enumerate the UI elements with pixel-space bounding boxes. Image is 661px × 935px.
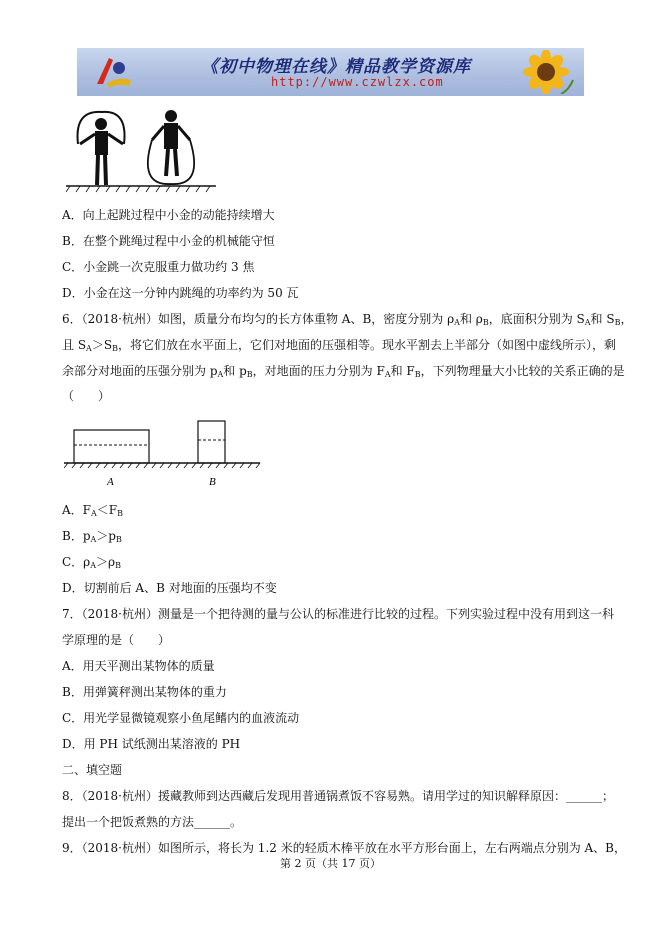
figure-label-a: A	[107, 476, 114, 488]
banner-url: http://www.czwlzx.com	[271, 75, 444, 89]
q5-option-b: B．在整个跳绳过程中小金的机械能守恒	[62, 234, 275, 248]
logo-icon	[91, 54, 135, 90]
blocks-figure	[64, 418, 264, 490]
header-banner	[77, 48, 584, 96]
q6-option-d: D．切割前后 A、B 对地面的压强均不变	[62, 581, 277, 595]
q9-line-1: 9．（2018·杭州）如图所示，将长为 1.2 米的轻质木棒平放在水平方形台面上，左右两端点分别为 A、B，	[62, 841, 627, 855]
q5-option-d: D．小金在这一分钟内跳绳的功率约为 50 瓦	[62, 286, 299, 300]
q8-line-1: 8．（2018·杭州）援藏教师到达西藏后发现用普通锅煮饭不容易熟。请用学过的知识解释原因：______；	[62, 789, 614, 803]
figure-label-b: B	[209, 476, 216, 488]
section-heading: 二、填空题	[62, 763, 123, 777]
q7-option-b: B．用弹簧秤测出某物体的重力	[62, 685, 227, 699]
q6-option-c: C．$\rho_A>\rho_B$	[62, 555, 121, 570]
jump-rope-figure	[66, 106, 216, 196]
q7-line-1: 7．（2018·杭州）测量是一个把待测的量与公认的标准进行比较的过程。下列实验过程中没有用到这一科	[62, 607, 614, 621]
q6-line-2: 且 $S_A>S_B$，将它们放在水平面上，它们对地面的压强相等。现水平割去上半部分（如图中虚线所示），剩	[62, 338, 616, 353]
q7-option-a: A．用天平测出某物体的质量	[62, 659, 215, 673]
q7-option-c: C．用光学显微镜观察小鱼尾鳍内的血液流动	[62, 711, 300, 725]
sunflower-icon	[513, 50, 579, 94]
q7-option-d: D．用 PH 试纸测出某溶液的 PH	[62, 737, 241, 751]
page-footer: 第 2 页（共 17 页）	[280, 857, 381, 870]
q6-line-4: （ ）	[62, 389, 111, 403]
q7-line-2: 学原理的是（ ）	[62, 633, 171, 647]
q6-option-a: A．$F_A<F_B$	[62, 503, 123, 518]
q6-line-3: 余部分对地面的压强分别为 $p_A$和 $p_B$，对地面的压力分别为 $F_A$和 $F_B$，下列物理量大小比较的关系正确的是	[62, 364, 625, 379]
q6-line-1: 6．（2018·杭州）如图，质量分布均匀的长方体重物 A、B，密度分别为 $\rho_A$和 $\rho_B$，底面积分别为 $S_A$和 $S_B$，	[62, 312, 633, 327]
q6-option-b: B．$p_A>p_B$	[62, 529, 122, 544]
banner-title: 《初中物理在线》精品教学资源库	[201, 57, 471, 77]
q5-option-c: C．小金跳一次克服重力做功约 3 焦	[62, 260, 255, 274]
q8-line-2: 提出一个把饭煮熟的方法______。	[62, 815, 243, 829]
q5-option-a: A．向上起跳过程中小金的动能持续增大	[62, 208, 275, 222]
